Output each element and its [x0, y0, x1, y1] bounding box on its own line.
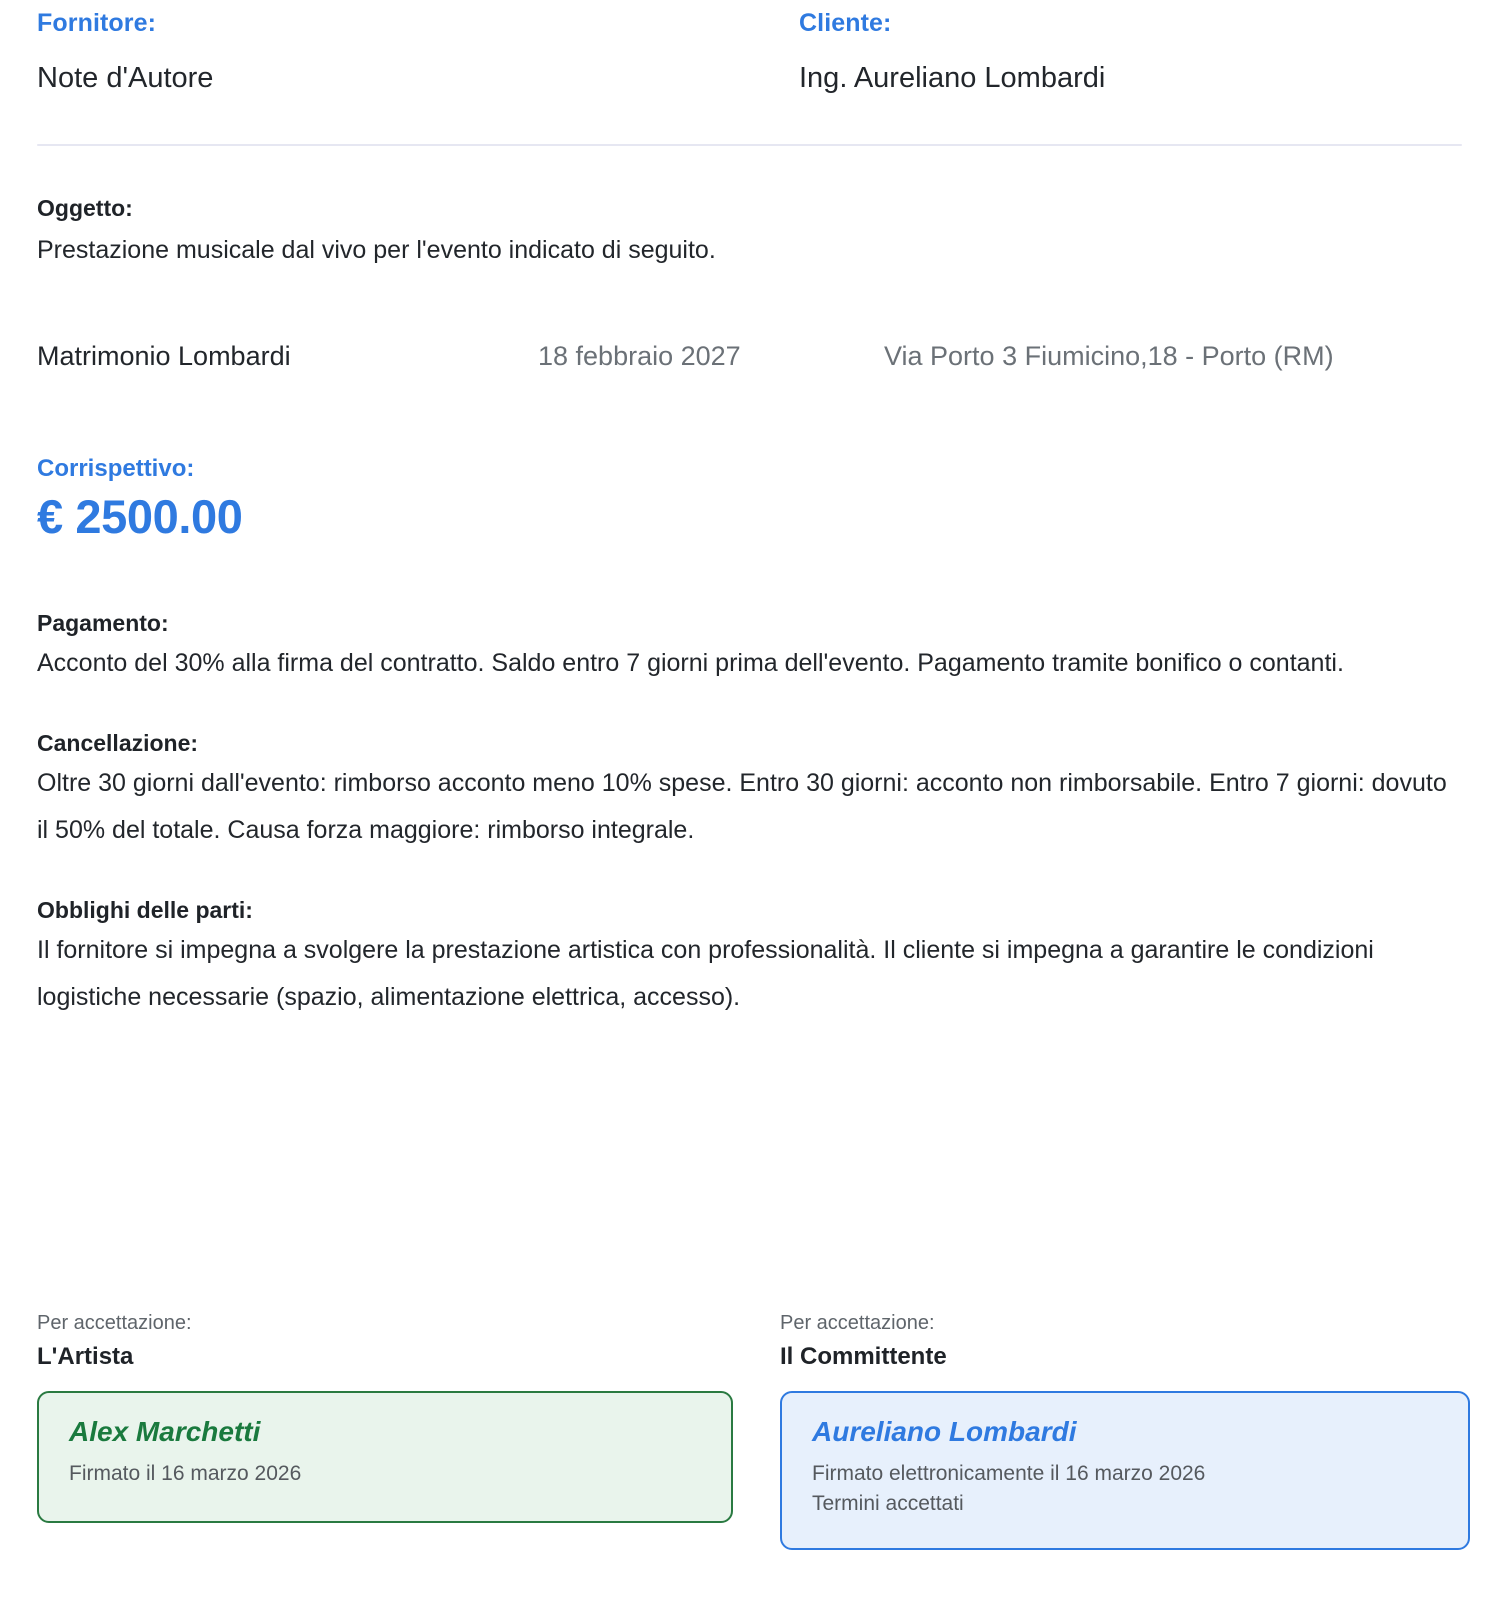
supplier-block — [37, 8, 799, 96]
cancellation-title: Cancellazione: — [37, 730, 199, 756]
artist-signature-column — [37, 1310, 733, 1550]
artist-signature-date: Firmato il 16 marzo 2026 — [69, 1462, 302, 1485]
client-signature-column — [780, 1310, 1470, 1550]
client-role-label: Il Committente — [780, 1343, 947, 1370]
obligations-section — [37, 896, 1462, 1021]
fee-amount: € 2500.00 — [37, 490, 243, 543]
subject-section — [37, 194, 1462, 267]
supplier-name: Note d'Autore — [37, 62, 214, 94]
artist-signature-name: Alex Marchetti — [69, 1416, 261, 1447]
event-location: Via Porto 3 Fiumicino,18 - Porto (RM) — [884, 341, 1334, 371]
obligations-title: Obblighi delle parti: — [37, 897, 253, 923]
subject-text: Prestazione musicale dal vivo per l'evento indicato di seguito. — [37, 236, 716, 264]
payment-text: Acconto del 30% alla firma del contratto. Saldo entro 7 giorni prima dell'evento. Pagamento tramite bonifico o contanti. — [37, 649, 1344, 677]
signatures-area — [37, 1310, 1470, 1550]
artist-acceptance-caption: Per accettazione: — [37, 1312, 192, 1334]
client-terms-accepted: Termini accettati — [812, 1492, 964, 1515]
fee-title: Corrispettivo: — [37, 455, 195, 482]
artist-role-label: L'Artista — [37, 1343, 134, 1370]
client-acceptance-caption: Per accettazione: — [780, 1312, 935, 1334]
cancellation-text: Oltre 30 giorni dall'evento: rimborso acconto meno 10% spese. Entro 30 giorni: acconto non rimborsabile. Entro 7 giorni: dovuto il 50% del totale. Causa forza maggiore: rimborso integrale. — [37, 769, 1447, 844]
header-divider — [37, 144, 1462, 146]
cancellation-section — [37, 729, 1462, 854]
event-date: 18 febbraio 2027 — [538, 341, 741, 371]
client-label: Cliente: — [799, 9, 892, 37]
artist-signature-box[interactable] — [37, 1391, 733, 1523]
client-signature-box[interactable] — [780, 1391, 1470, 1550]
client-signature-name: Aureliano Lombardi — [812, 1416, 1077, 1447]
subject-title: Oggetto: — [37, 195, 133, 221]
client-block — [799, 8, 1105, 96]
payment-title: Pagamento: — [37, 610, 169, 636]
client-signature-date: Firmato elettronicamente il 16 marzo 2026 — [812, 1462, 1206, 1485]
obligations-text: Il fornitore si impegna a svolgere la prestazione artistica con professionalità. Il cliente si impegna a garantire le condizioni logistiche necessarie (spazio, alimentazione elettrica, accesso). — [37, 936, 1374, 1011]
fee-section — [37, 455, 1462, 545]
event-row — [37, 339, 1462, 373]
payment-section — [37, 609, 1462, 687]
client-name: Ing. Aureliano Lombardi — [799, 62, 1106, 94]
supplier-label: Fornitore: — [37, 9, 157, 37]
parties-header — [37, 0, 1462, 96]
event-name: Matrimonio Lombardi — [37, 341, 291, 371]
